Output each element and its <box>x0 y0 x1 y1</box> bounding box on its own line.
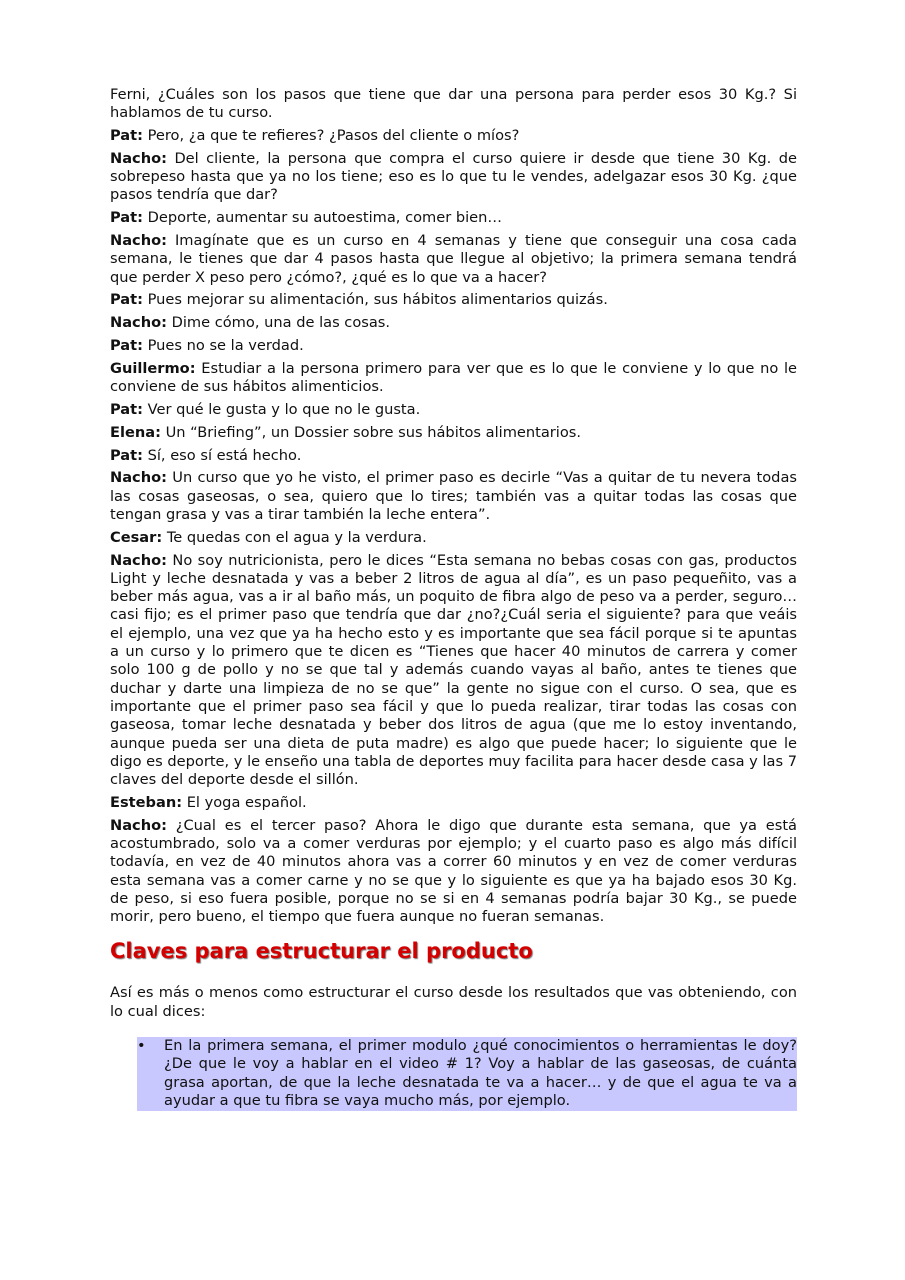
dialogue-text: Estudiar a la persona primero para ver que es lo que le conviene y lo que no le conviene de sus hábitos alimenticios. <box>110 359 797 396</box>
dialogue-text: Deporte, aumentar su autoestima, comer bien… <box>147 209 502 227</box>
dialogue-line <box>110 291 797 309</box>
dialogue-text: Un curso que yo he visto, el primer paso es decirle “Vas a quitar de tu nevera todas las cosas gaseosas, o sea, quiero que lo tires; también vas a quitar todas las cosas que tengan grasa y vas a tirar también la leche entera”. <box>110 469 797 523</box>
speaker-name: Nacho: <box>110 816 167 834</box>
speaker-name: Pat: <box>110 446 143 464</box>
speaker-name: Pat: <box>110 400 143 418</box>
dialogue-text: Pero, ¿a que te refieres? ¿Pasos del cliente o míos? <box>147 127 520 145</box>
section-intro: Así es más o menos como estructurar el curso desde los resultados que vas obteniendo, con lo cual dices: <box>110 984 797 1020</box>
speaker-name: Nacho: <box>110 551 167 569</box>
section-heading: Claves para estructurar el producto <box>110 939 533 964</box>
dialogue-line <box>110 401 797 419</box>
dialogue-text: No soy nutricionista, pero le dices “Esta semana no bebas cosas con gas, productos Light y leche desnatada y vas a beber 2 litros de agua al día”, es un paso pequeñito, vas a beber más agua, vas a ir al baño más, un poquito de fibra algo de peso va a perder, seguro…casi fijo; es el primer paso que tendría que dar ¿no?¿Cuál seria el siguiente? para que veáis el ejemplo, una vez que ya ha hecho esto y es importante que sea fácil porque si te apuntas a un curso y lo primero que te dicen es “Tienes que hacer 40 minutos de carrera y comer solo 100 g de pollo y no se que tal y además cuando vayas al baño, antes te tienes que duchar y darte una limpieza de no se que” la gente no sigue con el curso. O sea, que es importante que el primer paso sea fácil y que lo pueda realizar, tirar todas las cosas con gaseosa, tomar leche desnatada y beber dos litros de agua (que me lo estoy inventando, aunque pueda ser una dieta de puta madre) es algo que puede hacer; lo siguiente que le digo es deporte, y le enseño una tabla de deportes muy facilita para hacer desde casa y las 7 claves del deporte desde el sillón. <box>110 551 797 789</box>
dialogue-text: Pues no se la verdad. <box>147 337 304 355</box>
speaker-name: Pat: <box>110 291 143 309</box>
speaker-name: Guillermo: <box>110 359 196 377</box>
speaker-name: Nacho: <box>110 469 167 487</box>
speaker-name: Elena: <box>110 423 161 441</box>
dialogue-line <box>110 447 797 465</box>
dialogue-text: Dime cómo, una de las cosas. <box>171 314 391 332</box>
speaker-name: Nacho: <box>110 149 167 167</box>
dialogue-line <box>110 86 797 123</box>
speaker-name: Pat: <box>110 127 143 145</box>
dialogue-line <box>110 469 797 524</box>
dialogue-line <box>110 794 797 812</box>
dialogue-text: Ver qué le gusta y lo que no le gusta. <box>147 400 421 418</box>
dialogue-line <box>110 817 797 927</box>
speaker-name: Nacho: <box>110 314 167 332</box>
speaker-name: Pat: <box>110 209 143 227</box>
dialogue-line <box>110 314 797 332</box>
speaker-name: Esteban: <box>110 793 183 811</box>
speaker-name: Nacho: <box>110 232 167 250</box>
dialogue-text: Sí, eso sí está hecho. <box>147 446 302 464</box>
dialogue-text: El yoga español. <box>186 793 307 811</box>
dialogue-line <box>110 360 797 397</box>
dialogue-text: Ferni, ¿Cuáles son los pasos que tiene que dar una persona para perder esos 30 Kg.? Si hablamos de tu curso. <box>110 86 797 122</box>
dialogue-line <box>110 127 797 145</box>
dialogue-line <box>110 552 797 790</box>
bullet-icon: • <box>137 1037 146 1055</box>
dialogue-line <box>110 232 797 287</box>
dialogue-text: Pues mejorar su alimentación, sus hábitos alimentarios quizás. <box>147 291 608 309</box>
dialogue-line <box>110 529 797 547</box>
dialogue-text: Un “Briefing”, un Dossier sobre sus hábitos alimentarios. <box>165 423 582 441</box>
speaker-name: Pat: <box>110 337 143 355</box>
highlighted-bullet-item <box>137 1037 797 1111</box>
dialogue-text: Imagínate que es un curso en 4 semanas y tiene que conseguir una cosa cada semana, le tienes que dar 4 pasos hasta que llegue al objetivo; la primera semana tendrá que perder X peso pero ¿cómo?, ¿qué es lo que va a hacer? <box>110 232 798 286</box>
dialogue-line <box>110 150 797 205</box>
speaker-name: Cesar: <box>110 528 163 546</box>
dialogue-line <box>110 209 797 227</box>
dialogue-text: ¿Cual es el tercer paso? Ahora le digo que durante esta semana, que ya está acostumbrado, solo va a comer verduras por ejemplo; y el cuarto paso es algo más difícil todavía, en vez de 40 minutos ahora vas a correr 60 minutos y en vez de comer verduras esta semana vas a comer carne y no se que y lo siguiente es que ya ha bajado esos 30 Kg. de peso, si eso fuera posible, porque no se si en 4 semanas podría bajar 30 Kg., se puede morir, pero bueno, el tiempo que fuera aunque no fueran semanas. <box>110 816 797 926</box>
bullet-text: En la primera semana, el primer modulo ¿qué conocimientos o herramientas le doy? ¿De que le voy a hablar en el video # 1? Voy a hablar de las gaseosas, de cuánta grasa aportan, de que la leche desnatada te va a hacer… y de que el agua te va a ayudar a que tu fibra se vaya mucho más, por ejemplo. <box>164 1037 797 1109</box>
document-page <box>110 86 797 1111</box>
dialogue-text: Te quedas con el agua y la verdura. <box>166 528 427 546</box>
dialogue-text: Del cliente, la persona que compra el curso quiere ir desde que tiene 30 Kg. de sobrepeso hasta que ya no los tiene; eso es lo que tu le vendes, adelgazar esos 30 Kg. ¿que pasos tendría que dar? <box>110 149 797 204</box>
dialogue-line <box>110 424 797 442</box>
dialogue-line <box>110 337 797 355</box>
